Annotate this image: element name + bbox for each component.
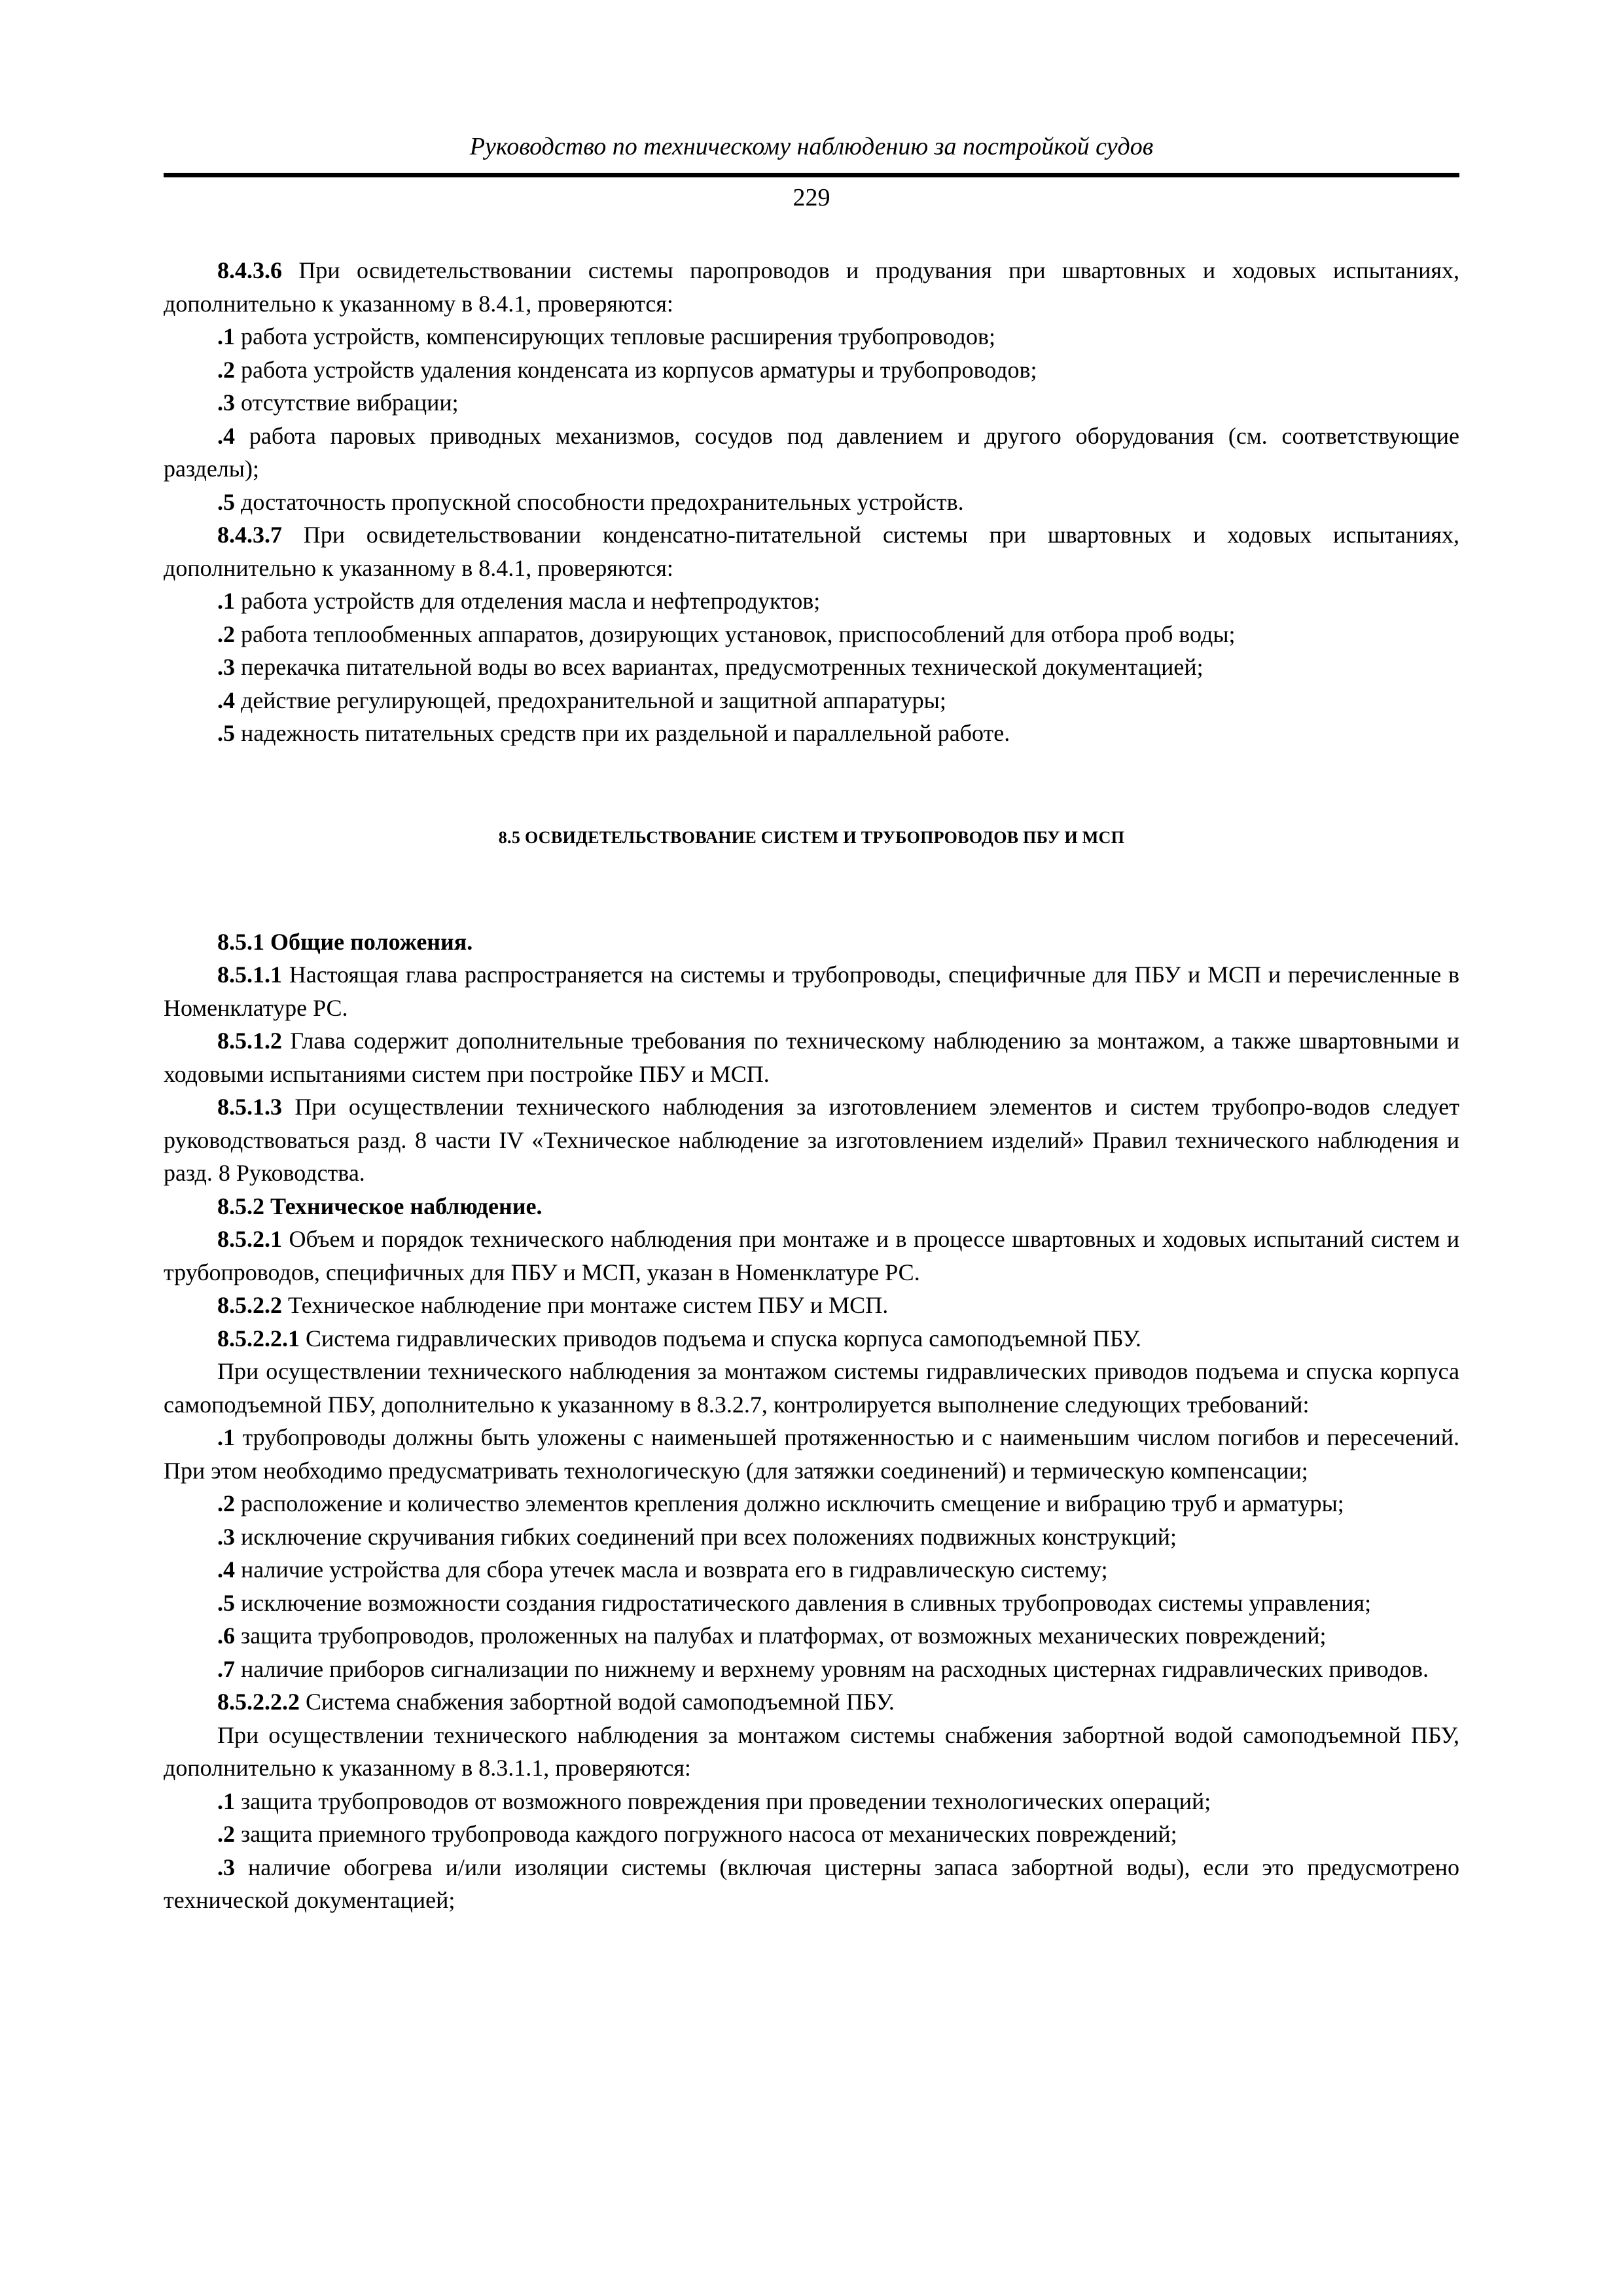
paragraph-text: работа паровых приводных механизмов, сосудов под давлением и другого оборудования (см. соответствующие разделы);: [164, 422, 1459, 482]
paragraph-number: .5: [217, 1589, 235, 1616]
section-8-5-block: [164, 925, 1459, 1917]
paragraph-number: .2: [217, 1490, 235, 1516]
paragraph: [164, 684, 1459, 717]
paragraph-text: При осуществлении технического наблюдения за изготовлением элементов и систем трубопро-водов следует руководствоваться разд. 8 части IV «Техническое наблюдение за изготовлением изделий» Правил технического наблюдения и разд. 8 Руководства.: [164, 1094, 1459, 1186]
paragraph: [164, 925, 1459, 959]
paragraph-text: работа устройств удаления конденсата из корпусов арматуры и трубопроводов;: [235, 356, 1037, 383]
paragraph-text: расположение и количество элементов крепления должно исключить смещение и вибрацию труб и арматуры;: [235, 1490, 1344, 1516]
paragraph-number: .2: [217, 1821, 235, 1847]
paragraph-number: .4: [217, 687, 235, 713]
paragraph-number: .3: [217, 654, 235, 680]
paragraph-text: При освидетельствовании системы паропроводов и продувания при швартовных и ходовых испытаниях, дополнительно к указанному в 8.4.1, проверяются:: [164, 257, 1459, 317]
section-title: 8.5 ОСВИДЕТЕЛЬСТВОВАНИЕ СИСТЕМ И ТРУБОПРОВОДОВ ПБУ И МСП: [498, 827, 1125, 847]
paragraph: [164, 1851, 1459, 1917]
paragraph: [164, 717, 1459, 750]
paragraph-number: .4: [217, 422, 235, 449]
paragraph: [164, 1322, 1459, 1355]
paragraph: [164, 486, 1459, 519]
paragraph-text: защита трубопроводов от возможного повреждения при проведении технологических операций;: [235, 1787, 1211, 1814]
paragraph-number: 8.5.2.1: [217, 1226, 282, 1252]
paragraph-text: перекачка питательной воды во всех вариантах, предусмотренных технической документацией;: [235, 654, 1204, 680]
paragraph: [164, 1487, 1459, 1520]
paragraph-text: работа теплообменных аппаратов, дозирующих установок, приспособлений для отбора проб воды;: [235, 620, 1236, 647]
paragraph: [164, 353, 1459, 387]
paragraph: [164, 1520, 1459, 1554]
paragraph-number: .1: [217, 1424, 235, 1450]
page-number: 229: [793, 184, 830, 211]
paragraph-text: Техническое наблюдение при монтаже систем ПБУ и МСП.: [282, 1292, 889, 1318]
paragraph-number: .1: [217, 1787, 235, 1814]
paragraph-number: 8.4.3.6: [217, 257, 282, 283]
paragraph-text: работа устройств, компенсирующих тепловые расширения трубопроводов;: [235, 323, 995, 350]
paragraph-text: отсутствие вибрации;: [235, 389, 459, 416]
paragraph-number: .4: [217, 1556, 235, 1583]
paragraph-text: Объем и порядок технического наблюдения при монтаже и в процессе швартовных и ходовых испытаний систем и трубопроводов, специфичных для ПБУ и МСП, указан в Номенклатуре РС.: [164, 1226, 1459, 1285]
paragraph: [164, 254, 1459, 320]
paragraph: [164, 1090, 1459, 1190]
running-header: Руководство по техническому наблюдению за постройкой судов: [469, 133, 1154, 160]
paragraph-number: 8.5.2.2.1: [217, 1325, 300, 1352]
paragraph-text: защита приемного трубопровода каждого погружного насоса от механических повреждений;: [235, 1821, 1177, 1847]
paragraph: [164, 1024, 1459, 1090]
paragraph: [164, 1685, 1459, 1719]
paragraph: [164, 958, 1459, 1024]
paragraph-number: 8.5.1.3: [217, 1094, 282, 1120]
paragraph-text: действие регулирующей, предохранительной и защитной аппаратуры;: [235, 687, 946, 713]
paragraph: [164, 1818, 1459, 1851]
paragraph: [164, 386, 1459, 420]
paragraph: [164, 320, 1459, 353]
paragraph-text: Настоящая глава распространяется на системы и трубопроводы, специфичные для ПБУ и МСП и перечисленные в Номенклатуре РС.: [164, 961, 1459, 1021]
paragraph: [164, 1190, 1459, 1223]
paragraph-number: .5: [217, 488, 235, 515]
paragraph-number: 8.5.2.2.2: [217, 1689, 300, 1715]
paragraph: [164, 651, 1459, 684]
paragraph: [164, 420, 1459, 486]
paragraph-number: .1: [217, 323, 235, 350]
paragraph-text: трубопроводы должны быть уложены с наименьшей протяженностью и с наименьшим числом погибов и пересечений. При этом необходимо предусматривать технологическую (для затяжки соединений) и термическую компенсации;: [164, 1424, 1459, 1484]
document-body: [164, 254, 1459, 1917]
paragraph-number: .5: [217, 720, 235, 746]
paragraph-number: 8.5.1 Общие положения.: [217, 928, 473, 955]
paragraph: [164, 584, 1459, 618]
paragraph-number: 8.5.1.2: [217, 1028, 282, 1054]
paragraph-text: исключение скручивания гибких соединений при всех положениях подвижных конструкций;: [235, 1523, 1177, 1550]
paragraph: [164, 1785, 1459, 1818]
paragraph: [164, 1719, 1459, 1785]
paragraph-number: .1: [217, 588, 235, 614]
paragraph-number: .3: [217, 389, 235, 416]
paragraph: [164, 518, 1459, 584]
paragraph-text: наличие устройства для сбора утечек масла и возврата его в гидравлическую систему;: [235, 1556, 1108, 1583]
header-rule: [164, 173, 1459, 177]
paragraph-text: наличие приборов сигнализации по нижнему и верхнему уровням на расходных цистернах гидравлических приводов.: [235, 1655, 1429, 1682]
paragraph-number: 8.5.2.2: [217, 1292, 282, 1318]
paragraph: [164, 1653, 1459, 1686]
paragraph: [164, 1421, 1459, 1487]
section-8-4-3-block: [164, 254, 1459, 750]
paragraph-number: 8.4.3.7: [217, 522, 282, 548]
paragraph: [164, 618, 1459, 651]
paragraph-number: .6: [217, 1623, 235, 1649]
paragraph-text: надежность питательных средств при их раздельной и параллельной работе.: [235, 720, 1010, 746]
paragraph-number: .2: [217, 620, 235, 647]
paragraph-number: 8.5.1.1: [217, 961, 282, 988]
paragraph-text: Глава содержит дополнительные требования по техническому наблюдению за монтажом, а также швартовными и ходовыми испытаниями систем при постройке ПБУ и МСП.: [164, 1028, 1459, 1087]
paragraph-text: При освидетельствовании конденсатно-питательной системы при швартовных и ходовых испытаниях, дополнительно к указанному в 8.4.1, проверяются:: [164, 522, 1459, 581]
paragraph-text: При осуществлении технического наблюдения за монтажом системы гидравлических приводов подъема и спуска корпуса самоподъемной ПБУ, дополнительно к указанному в 8.3.2.7, контролируется выполнение следующих требований:: [164, 1358, 1459, 1418]
paragraph-text: наличие обогрева и/или изоляции системы (включая цистерны запаса забортной воды), если это предусмотрено технической документацией;: [164, 1854, 1459, 1913]
paragraph-text: Система гидравлических приводов подъема и спуска корпуса самоподъемной ПБУ.: [300, 1325, 1141, 1352]
paragraph-number: .3: [217, 1854, 235, 1880]
paragraph: [164, 1289, 1459, 1322]
paragraph: [164, 1587, 1459, 1620]
paragraph-number: .2: [217, 356, 235, 383]
paragraph: [164, 1223, 1459, 1289]
paragraph-text: исключение возможности создания гидростатического давления в сливных трубопроводах системы управления;: [235, 1589, 1372, 1616]
paragraph: [164, 1619, 1459, 1653]
paragraph-text: Система снабжения забортной водой самоподъемной ПБУ.: [300, 1689, 895, 1715]
paragraph-text: работа устройств для отделения масла и нефтепродуктов;: [235, 588, 821, 614]
paragraph-text: защита трубопроводов, проложенных на палубах и платформах, от возможных механических повреждений;: [235, 1623, 1327, 1649]
paragraph: [164, 1355, 1459, 1421]
paragraph-text: При осуществлении технического наблюдения за монтажом системы снабжения забортной водой самоподъемной ПБУ, дополнительно к указанному в 8.3.1.1, проверяются:: [164, 1721, 1459, 1781]
paragraph: [164, 1553, 1459, 1587]
paragraph-number: 8.5.2 Техническое наблюдение.: [217, 1193, 543, 1219]
paragraph-text: достаточность пропускной способности предохранительных устройств.: [235, 488, 964, 515]
paragraph-number: .7: [217, 1655, 235, 1682]
paragraph-number: .3: [217, 1523, 235, 1550]
